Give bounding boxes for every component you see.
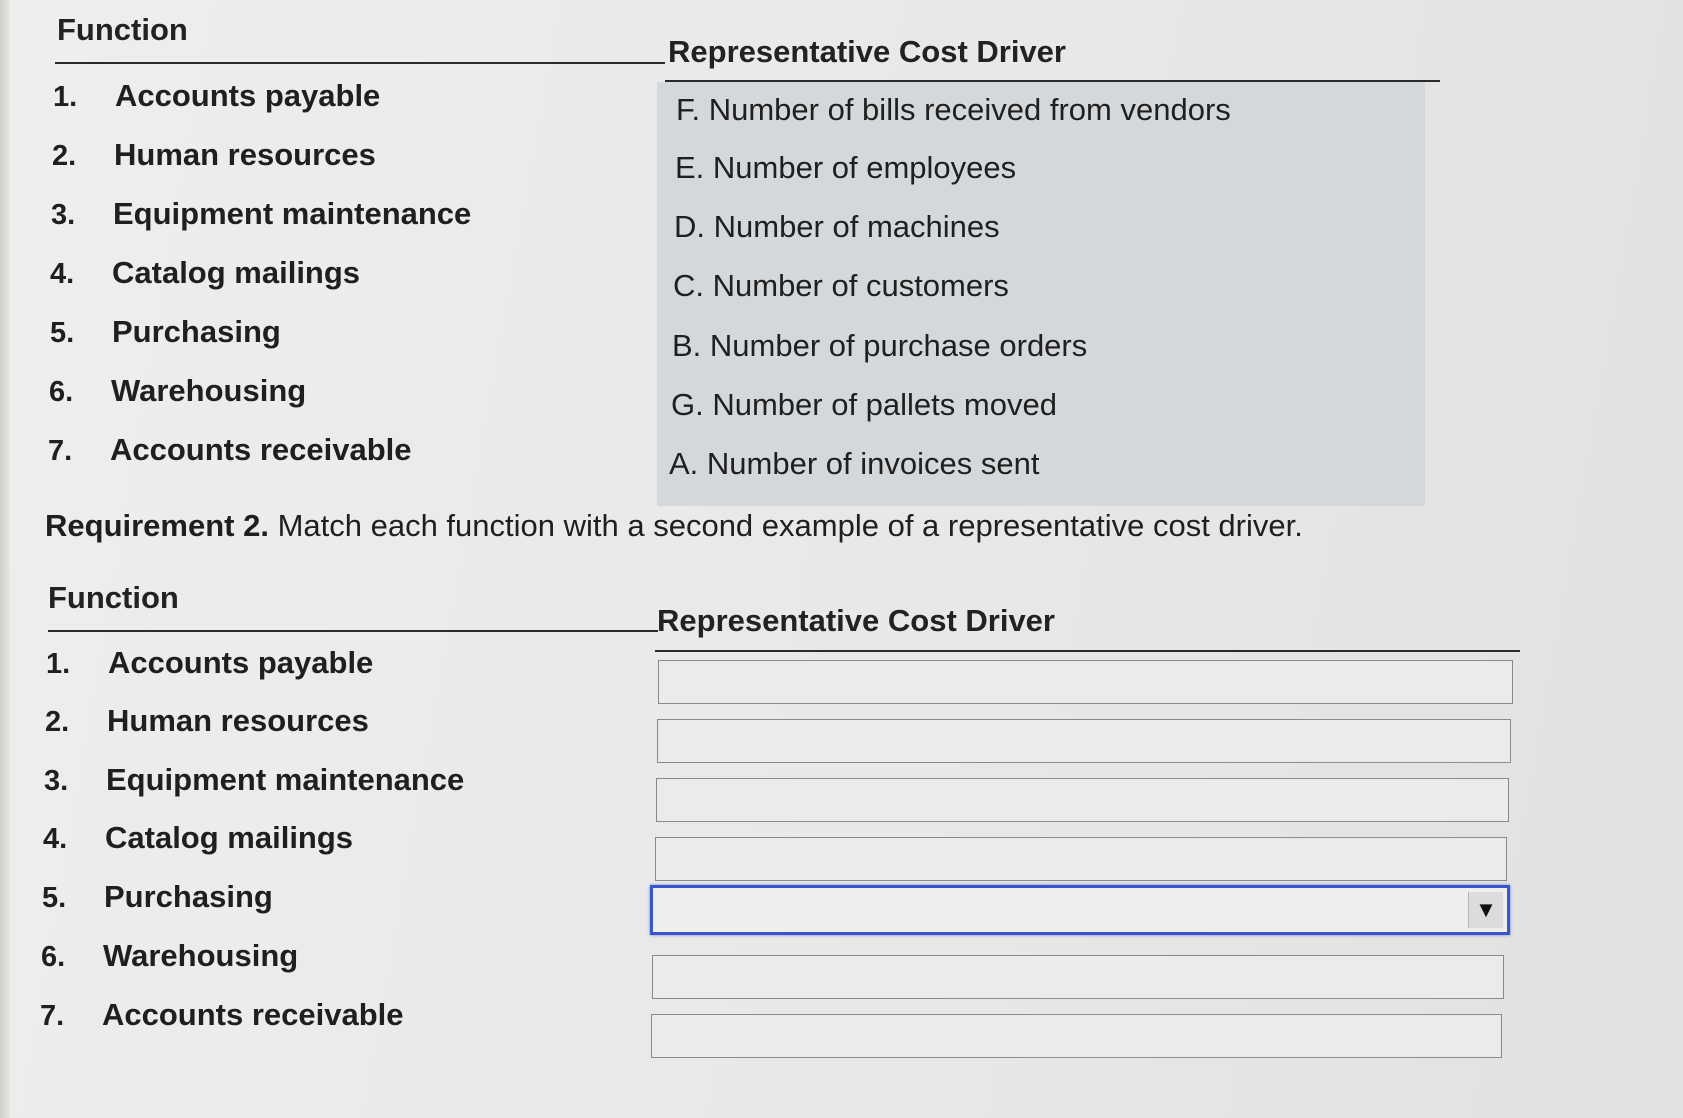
table2-driver-header: Representative Cost Driver xyxy=(657,603,1055,638)
function-label: Accounts payable xyxy=(108,645,374,680)
row-number: 6. xyxy=(41,941,66,973)
row-number: 2. xyxy=(52,140,77,172)
row-number: 6. xyxy=(49,376,74,408)
answer-driver-3: D. Number of machines xyxy=(674,209,1000,244)
table1-function-header: Function xyxy=(57,12,188,47)
cost-driver-select-5[interactable] xyxy=(650,885,1510,935)
function-label: Catalog mailings xyxy=(112,255,361,290)
row-number: 4. xyxy=(43,823,68,855)
function-label: Accounts payable xyxy=(115,78,381,113)
function-label: Warehousing xyxy=(111,373,307,408)
row-number: 1. xyxy=(53,81,78,113)
requirement-text xyxy=(45,508,1303,544)
cost-driver-select-3[interactable] xyxy=(656,778,1509,822)
table1-row-2 xyxy=(52,137,376,173)
table2-row-3 xyxy=(44,762,464,798)
row-number: 3. xyxy=(51,199,76,231)
table1-row-1 xyxy=(53,78,380,114)
function-label: Warehousing xyxy=(103,938,299,973)
function-label: Purchasing xyxy=(104,879,273,914)
row-number: 1. xyxy=(46,648,71,680)
cost-driver-select-7[interactable] xyxy=(651,1014,1502,1058)
chevron-down-icon[interactable]: ▼ xyxy=(1468,892,1503,928)
table2-row-5 xyxy=(42,879,273,915)
table1-row-4 xyxy=(50,255,360,291)
table2-row-6 xyxy=(41,938,298,974)
table2-driver-rule xyxy=(655,650,1520,652)
table1-driver-header: Representative Cost Driver xyxy=(668,34,1066,69)
function-label: Human resources xyxy=(107,703,369,738)
table2-function-rule xyxy=(48,630,658,632)
cost-driver-select-1[interactable] xyxy=(658,660,1513,704)
row-number: 2. xyxy=(45,706,70,738)
table1-row-5 xyxy=(50,314,281,350)
answer-driver-5: B. Number of purchase orders xyxy=(672,328,1088,363)
function-label: Accounts receivable xyxy=(102,997,404,1032)
row-number: 5. xyxy=(42,882,67,914)
function-label: Accounts receivable xyxy=(110,432,412,467)
cost-driver-select-6[interactable] xyxy=(652,955,1504,999)
row-number: 5. xyxy=(50,317,75,349)
table1-function-rule xyxy=(55,62,665,64)
requirement-label: Requirement 2. xyxy=(45,508,269,543)
table1-row-6 xyxy=(49,373,306,409)
answer-driver-6: G. Number of pallets moved xyxy=(671,387,1057,422)
cost-driver-select-4[interactable] xyxy=(655,837,1507,881)
function-label: Purchasing xyxy=(112,314,281,349)
table2-row-4 xyxy=(43,820,353,856)
table2-function-header: Function xyxy=(48,580,179,615)
page-edge xyxy=(0,0,10,1118)
row-number: 7. xyxy=(48,435,73,467)
function-label: Equipment maintenance xyxy=(113,196,472,231)
row-number: 4. xyxy=(50,258,75,290)
function-label: Equipment maintenance xyxy=(106,762,465,797)
table2-row-2 xyxy=(45,703,369,739)
answer-driver-4: C. Number of customers xyxy=(673,268,1009,303)
table1-row-7 xyxy=(48,432,412,468)
function-label: Catalog mailings xyxy=(105,820,354,855)
answer-driver-2: E. Number of employees xyxy=(675,150,1017,185)
row-number: 7. xyxy=(40,1000,65,1032)
requirement-instruction: Match each function with a second example of a representative cost driver. xyxy=(268,508,1303,543)
table1-row-3 xyxy=(51,196,471,232)
answer-driver-1: F. Number of bills received from vendors xyxy=(676,92,1231,127)
table2-row-1 xyxy=(46,645,373,681)
answer-driver-7: A. Number of invoices sent xyxy=(669,446,1040,481)
table2-row-7 xyxy=(40,997,404,1033)
cost-driver-select-2[interactable] xyxy=(657,719,1511,763)
row-number: 3. xyxy=(44,765,69,797)
function-label: Human resources xyxy=(114,137,376,172)
